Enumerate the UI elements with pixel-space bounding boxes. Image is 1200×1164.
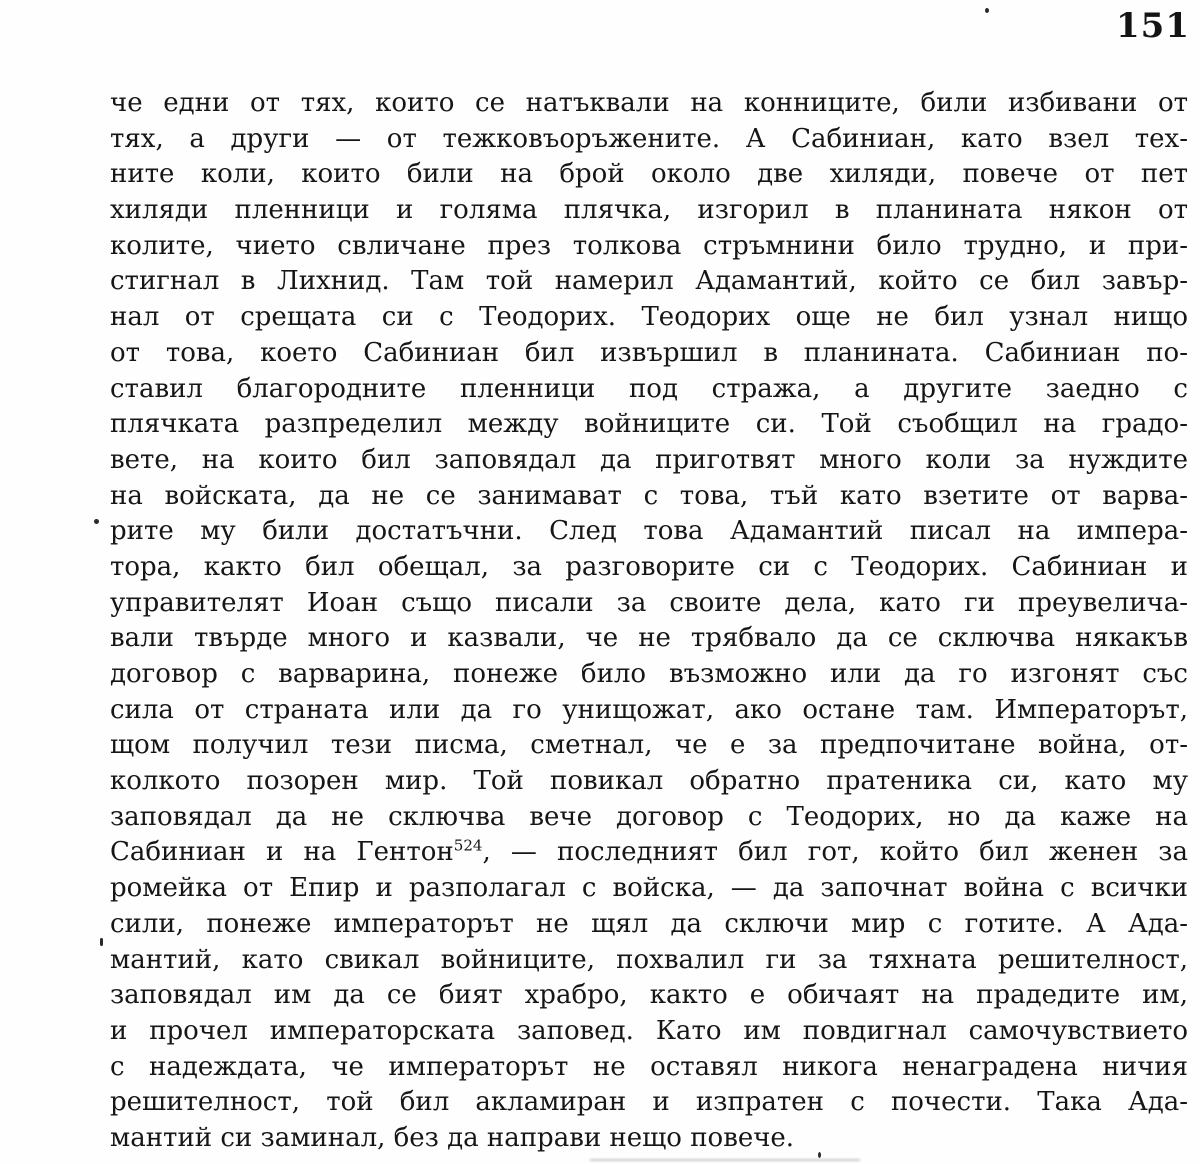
text-line: че едни от тях, които се натъквали на конниците, били избивани от bbox=[110, 88, 1188, 118]
text-line: сили, понеже императорът не щял да сключи мир с готите. А Ада- bbox=[110, 908, 1188, 939]
text-line: колите, чието свличане през толкова стръмнини било трудно, и при- bbox=[110, 230, 1188, 261]
scan-speck bbox=[985, 8, 989, 13]
scan-speck bbox=[100, 938, 103, 946]
text-line: плячката разпределил между войниците си. Той съобщил на градо- bbox=[110, 409, 1188, 440]
text-line: мантий си заминал, без да направи нещо повече. bbox=[110, 1122, 795, 1153]
text-line: рите му били достатъчни. След това Адамантий писал на импера- bbox=[110, 516, 1188, 547]
text-line: договор с варварина, понеже било възможно или да го изгонят със bbox=[110, 659, 1188, 689]
scan-speck bbox=[94, 519, 99, 524]
text-line: вали твърде много и казвали, че не трябвало да се сключва някакъв bbox=[110, 623, 1188, 654]
text-line: вете, на които бил заповядал да приготвят много коли за нуждите bbox=[110, 444, 1188, 475]
text-segment: , — последният бил гот, който бил женен за bbox=[482, 837, 1188, 868]
text-line: мантий, като свикал войниците, похвалил ги за тяхната решителност, bbox=[110, 944, 1188, 975]
text-line: стигнал в Лихнид. Там той намерил Адамантий, който се бил завър- bbox=[110, 266, 1188, 297]
page-number: 151 bbox=[1116, 6, 1190, 46]
text-line: на войската, да не се занимават с това, тъй като взетите от варва- bbox=[110, 480, 1188, 511]
text-block bbox=[110, 86, 1188, 1157]
text-line: нал от срещата си с Теодорих. Теодорих още не бил узнал нищо bbox=[110, 302, 1188, 333]
scan-edge-smudge bbox=[590, 1159, 860, 1161]
text-line: колкото позорен мир. Той повикал обратно пратеника си, като му bbox=[110, 766, 1188, 797]
text-line: от това, което Сабиниан бил извършил в планината. Сабиниан по- bbox=[110, 337, 1188, 368]
text-line: решителност, той бил акламиран и изпратен с почести. Така Ада- bbox=[110, 1087, 1188, 1118]
text-line: ставил благородните пленници под стража, а другите заедно с bbox=[110, 373, 1188, 404]
scan-speck bbox=[818, 1152, 821, 1158]
text-line: заповядал им да се бият храбро, както е обичаят на прадедите им, bbox=[110, 980, 1188, 1011]
text-line: управителят Иоан също писали за своите дела, като ги преувелича- bbox=[110, 587, 1188, 618]
text-line: с надеждата, че императорът не оставял никога ненаградена ничия bbox=[110, 1051, 1188, 1082]
text-line: тора, както бил обещал, за разговорите си с Теодорих. Сабиниан и bbox=[110, 551, 1188, 582]
text-line: хиляди пленници и голяма плячка, изгорил в планината някон от bbox=[110, 195, 1188, 226]
footnote-ref: 524 bbox=[453, 836, 483, 855]
text-line: и прочел императорската заповед. Като им повдигнал самочувствието bbox=[110, 1015, 1188, 1046]
text-line: тях, а други — от тежковъоръжените. А Сабиниан, като взел тех- bbox=[110, 123, 1188, 154]
text-segment: Сабиниан и на Гентон bbox=[110, 837, 454, 868]
text-line: ромейка от Епир и разполагал с войска, — да започнат война с всички bbox=[110, 873, 1188, 904]
text-line: заповядал да не сключва вече договор с Теодорих, но да каже на bbox=[110, 801, 1188, 832]
text-line: сила от страната или да го унищожат, ако остане там. Императорът, bbox=[110, 694, 1188, 725]
text-line: ните коли, които били на брой около две хиляди, повече от пет bbox=[110, 159, 1188, 190]
text-line bbox=[110, 835, 1188, 871]
text-line: щом получил тези писма, сметнал, че е за предпочитане война, от- bbox=[110, 730, 1188, 761]
